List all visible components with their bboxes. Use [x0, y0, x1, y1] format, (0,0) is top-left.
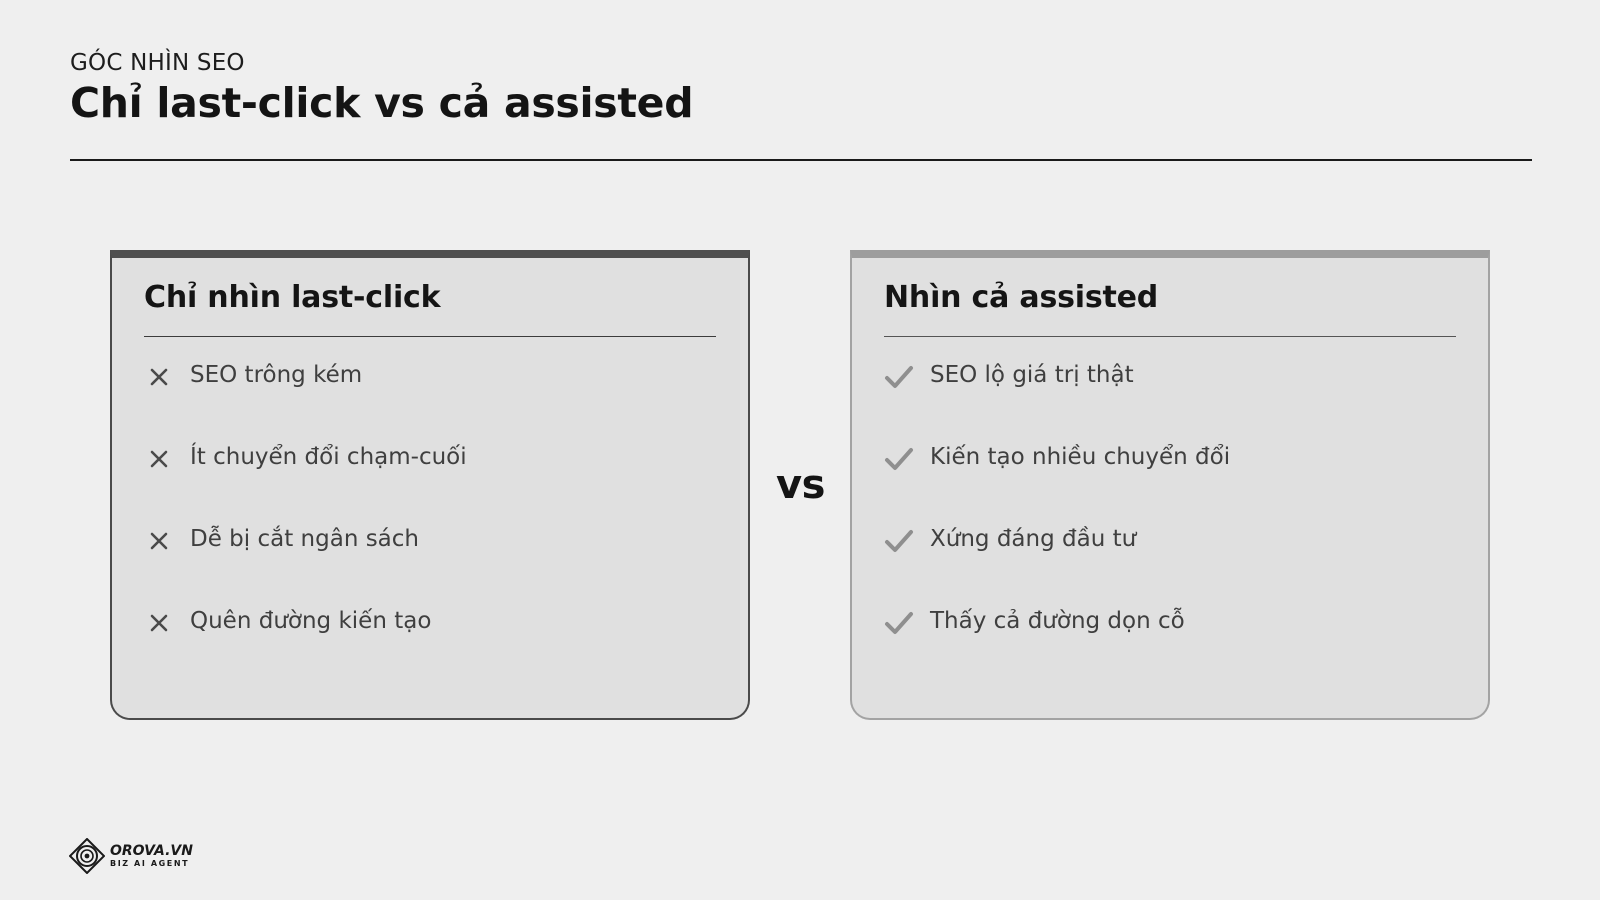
- list-item: [144, 440, 467, 522]
- logo-tagline: BIZ AI AGENT: [110, 858, 190, 868]
- section-eyebrow: GÓC NHÌN SEO: [70, 50, 245, 76]
- list-item: [884, 604, 1230, 686]
- last-click-list: [144, 358, 467, 686]
- list-item-text: Xứng đáng đầu tư: [930, 526, 1137, 552]
- list-item-text: SEO trông kém: [190, 362, 363, 388]
- orova-logo-icon: [69, 838, 105, 874]
- list-item: [884, 522, 1230, 604]
- list-item: [884, 440, 1230, 522]
- vs-label: vs: [776, 462, 825, 508]
- list-item-text: Ít chuyển đổi chạm-cuối: [190, 444, 467, 470]
- x-icon: [144, 608, 174, 638]
- x-icon: [144, 526, 174, 556]
- header-divider: [70, 159, 1532, 161]
- check-icon: [884, 526, 914, 556]
- assisted-list: [884, 358, 1230, 686]
- assisted-card-title: Nhìn cả assisted: [884, 280, 1159, 315]
- last-click-card-title: Chỉ nhìn last-click: [144, 280, 441, 315]
- assisted-card: [850, 250, 1490, 720]
- list-item-text: Dễ bị cắt ngân sách: [190, 526, 420, 552]
- check-icon: [884, 444, 914, 474]
- logo-name: OROVA.VN: [110, 842, 193, 859]
- slide-title: Chỉ last-click vs cả assisted: [70, 79, 694, 128]
- brand-logo: [69, 838, 193, 874]
- check-icon: [884, 362, 914, 392]
- last-click-card: [110, 250, 750, 720]
- list-item: [144, 358, 467, 440]
- list-item-text: Thấy cả đường dọn cỗ: [930, 608, 1185, 634]
- card-divider: [884, 336, 1456, 337]
- slide-header: [70, 50, 693, 128]
- list-item: [144, 604, 467, 686]
- list-item: [884, 358, 1230, 440]
- x-icon: [144, 362, 174, 392]
- list-item-text: Kiến tạo nhiều chuyển đổi: [930, 444, 1231, 470]
- x-icon: [144, 444, 174, 474]
- list-item: [144, 522, 467, 604]
- card-divider: [144, 336, 716, 337]
- list-item-text: SEO lộ giá trị thật: [930, 362, 1134, 388]
- list-item-text: Quên đường kiến tạo: [190, 608, 432, 634]
- check-icon: [884, 608, 914, 638]
